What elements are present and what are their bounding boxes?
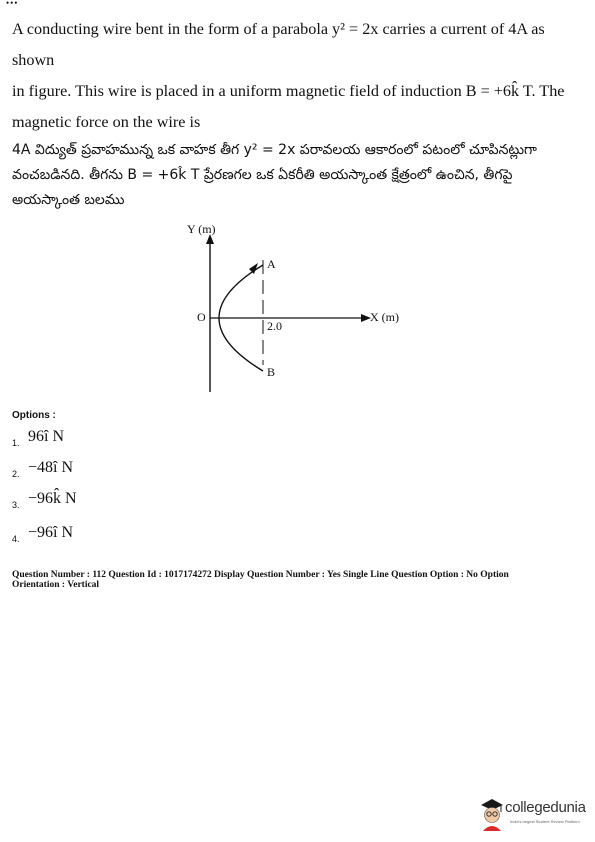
option-number: 3. — [12, 500, 20, 510]
y-axis-label: Y (m) — [187, 222, 216, 236]
option-text: −96î N — [28, 524, 74, 541]
distance-label: 2.0 — [267, 319, 282, 333]
option-number: 2. — [12, 469, 20, 479]
x-axis-label: X (m) — [370, 310, 399, 324]
point-a-label: A — [267, 257, 276, 271]
point-b-label: B — [267, 365, 276, 379]
top-margin-mark: ••• — [6, 0, 19, 8]
option-3[interactable] — [12, 490, 77, 510]
question-telugu — [12, 138, 587, 213]
options-title: Options : — [12, 410, 56, 421]
question-line: 4A విద్యుత్ ప్రవాహమున్న ఒక వాహక తీగ y² = 2x పరావలయ ఆకారంలో పటంలో చూపినట్లుగా — [12, 142, 537, 158]
collegedunia-logo — [478, 795, 590, 837]
question-meta — [12, 570, 582, 590]
question-line: వంచబడినది. తీగను B = +6k̂ T ప్రేరణగల ఒక ఏకరీతి అయస్కాంత క్షేత్రంలో ఉంచిన, తీగపై — [12, 167, 513, 183]
question-line: అయస్కాంత బలము — [12, 192, 125, 208]
meta-line: Question Number : 112 Question Id : 1017174272 Display Question Number : Yes Single Line Question Option : No Option — [12, 570, 509, 580]
option-2[interactable] — [12, 459, 73, 479]
option-1[interactable] — [12, 428, 64, 448]
option-4[interactable] — [12, 524, 73, 544]
mascot-icon — [478, 797, 506, 831]
option-text: −48î N — [28, 459, 74, 476]
logo-wordmark: collegedunia — [505, 799, 586, 816]
question-line: A conducting wire bent in the form of a parabola y² = 2x carries a current of 4A as shown — [12, 20, 545, 69]
option-text: 96î N — [28, 428, 64, 445]
option-number: 4. — [12, 534, 20, 544]
question-english — [12, 14, 587, 138]
parabola-figure — [165, 220, 425, 405]
option-text: −96k̂ N — [28, 490, 77, 507]
logo-tagline: India's largest Student Review Platform — [510, 819, 580, 824]
question-line: in figure. This wire is placed in a uniform magnetic field of induction B = +6k̂ T. The — [12, 82, 565, 100]
option-number: 1. — [12, 438, 20, 448]
meta-line: Orientation : Vertical — [12, 580, 100, 590]
origin-label: O — [197, 310, 206, 324]
question-line: magnetic force on the wire is — [12, 113, 201, 131]
